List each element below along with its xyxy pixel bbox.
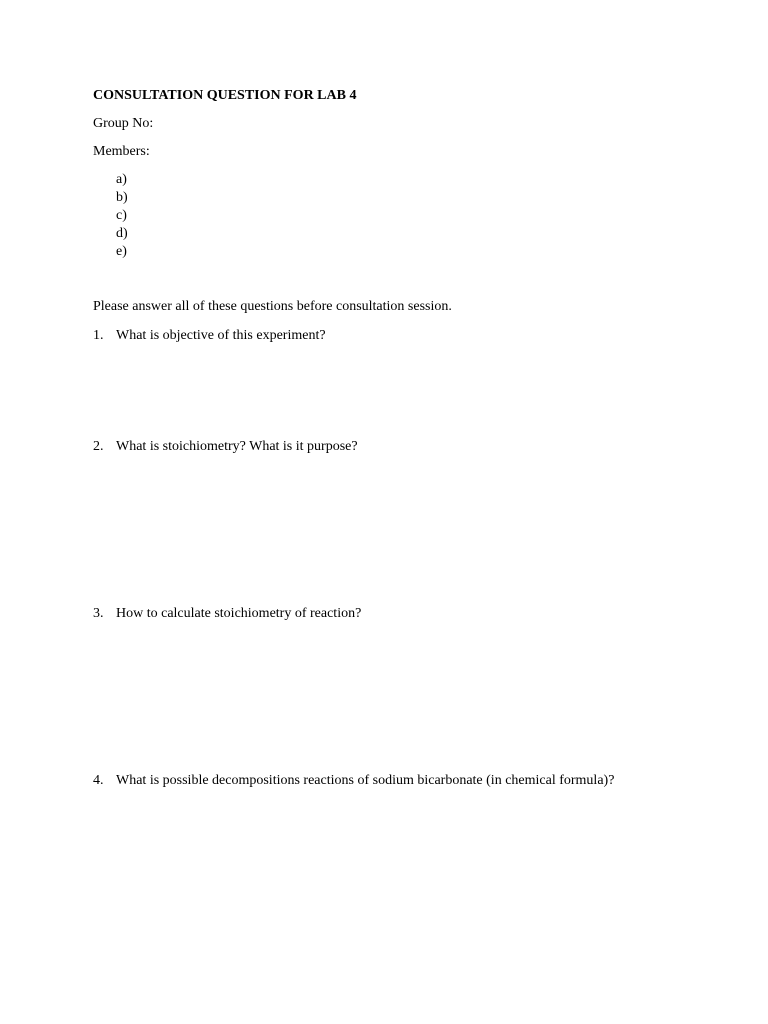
question-number: 2.: [93, 439, 104, 454]
question-number: 1.: [93, 328, 104, 343]
group-number-label: Group No:: [93, 116, 154, 131]
member-item-d: d): [116, 226, 128, 241]
member-item-e: e): [116, 244, 127, 259]
question-text: How to calculate stoichiometry of reaction?: [116, 606, 362, 621]
question-text: What is stoichiometry? What is it purpose?: [116, 439, 358, 454]
member-item-c: c): [116, 208, 127, 223]
page-title: CONSULTATION QUESTION FOR LAB 4: [93, 88, 357, 103]
question-3: [93, 605, 361, 623]
member-item-b: b): [116, 190, 128, 205]
question-number: 4.: [93, 773, 104, 788]
question-text: What is objective of this experiment?: [116, 328, 326, 343]
members-label: Members:: [93, 144, 150, 159]
member-item-a: a): [116, 172, 127, 187]
question-text: What is possible decompositions reactions of sodium bicarbonate (in chemical formula)?: [116, 773, 615, 788]
question-2: [93, 438, 358, 456]
question-4: [93, 772, 614, 790]
instruction-text: Please answer all of these questions before consultation session.: [93, 299, 452, 314]
question-1: [93, 327, 326, 345]
question-number: 3.: [93, 606, 104, 621]
